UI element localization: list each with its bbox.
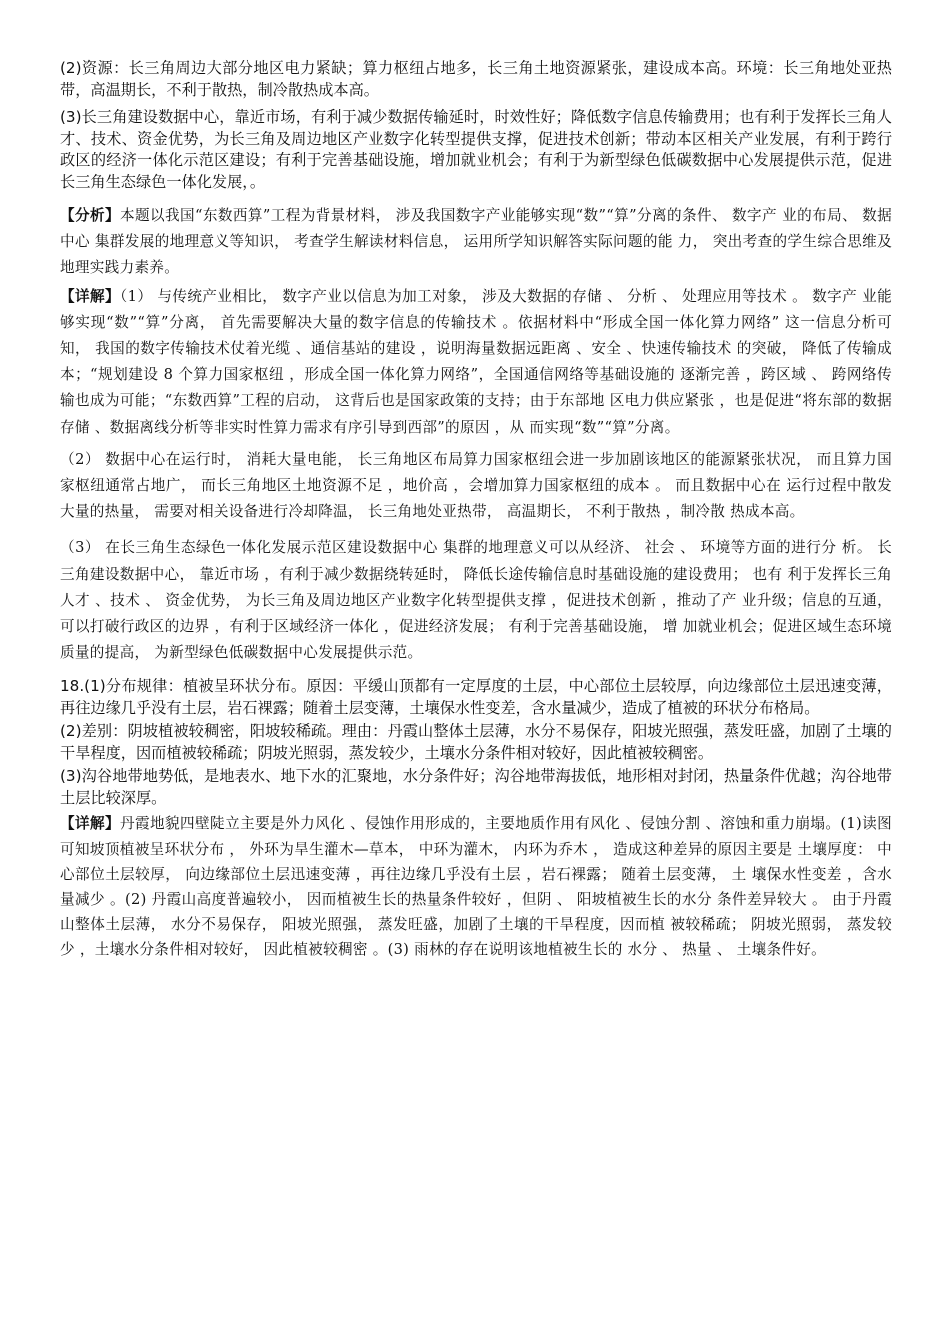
- section-label: 【分析】: [60, 207, 120, 224]
- document-page: [60, 58, 892, 963]
- answer-17-2: [60, 58, 892, 101]
- paragraph-text: (3)长三角建设数据中心，靠近市场，有利于减少数据传输延时，时效性好；降低数字信息传输费用；也有利于发挥长三角人才、技术、资金优势，为长三角及周边地区产业数字化转型提供支撑，促进技术创新；带动本区相关产业发展，有利于跨行政区的经济一体化示范区建设；有利于完善基础设施，增加就业机会；有利于为新型绿色低碳数据中心发展提供示范，促进长三角生态绿色一体化发展，。: [60, 108, 892, 191]
- explanation-section-2: [60, 811, 892, 962]
- answer-18-1: [60, 676, 892, 719]
- paragraph-text: (2)资源：长三角周边大部分地区电力紧缺；算力枢纽占地多，长三角土地资源紧张，建设成本高。环境：长三角地处亚热带，高温期长，不利于散热，制冷散热成本高。: [60, 59, 892, 99]
- explanation-part-3: [60, 535, 892, 666]
- paragraph-text: 丹霞地貌四壁陡立主要是外力风化 、侵蚀作用形成的，主要地质作用有风化 、侵蚀分割 、溶蚀和重力崩塌。(1)读图可知坡顶植被呈环状分布 ， 外环为旱生灌木—草本， 中环为灌木， 内环为乔木 ， 造成这种差异的原因主要是 土壤厚度： 中 心部位土层较厚， 向边缘部位土层迅速变薄 ，再往边缘几乎没有土层 ，岩石裸露； 随着土层变薄， 土 壤保水性变差 ，含水量减少 。(2) 丹霞山高度普遍较小， 因而植被生长的热量条件较好 ，但阴 、 阳坡植被生长的水分 条件差异较大 。 由于丹霞山整体土层薄， 水分不易保存， 阳坡光照强， 蒸发旺盛，加剧了土壤的干旱程度，因而植 被较稀疏； 阴坡光照弱， 蒸发较少 ，土壤水分条件相对较好， 因此植被较稠密 。(3) 雨林的存在说明该地植被生长的 水分 、 热量 、 土壤条件好。: [60, 815, 893, 959]
- paragraph-text: 18.(1)分布规律：植被呈环状分布。原因：平缓山顶都有一定厚度的土层，中心部位土层较厚，向边缘部位土层迅速变薄，再往边缘几乎没有土层，岩石裸露；随着土层变薄，土壤保水性变差，含水量减少，造成了植被的环状分布格局。: [60, 677, 892, 717]
- paragraph-text: （3） 在长三角生态绿色一体化发展示范区建设数据中心 集群的地理意义可以从经济、 社会 、 环境等方面的进行分 析。 长三角建设数据中心， 靠近市场 ，有利于减少数据绕转延时， 降低长途传输信息时基础设施的建设费用； 也有 利于发挥长三角人才 、技术 、 资金优势， 为长三角及周边地区产业数字化转型提供支撑 ，促进技术创新 ，推动了产 业升级；信息的互通， 可以打破行政区的边界 ，有利于区域经济一体化 ，促进经济发展； 有利于完善基础设施， 增 加就业机会；促进区域生态环境质量的提高， 为新型绿色低碳数据中心发展提供示范。: [60, 539, 892, 662]
- explanation-part-2: [60, 447, 892, 526]
- answer-18-3: [60, 766, 892, 809]
- paragraph-text: （1） 与传统产业相比， 数字产业以信息为加工对象， 涉及大数据的存储 、 分析 、 处理应用等技术 。 数字产 业能够实现“数”“算”分离， 首先需要解决大量的数字信息的传输技术 。依据材料中“形成全国一体化算力网络” 这一信息分析可知， 我国的数字传输技术仗着光缆 、通信基站的建设 ，说明海量数据远距离 、安全 、快速传输技术 的突破， 降低了传输成本；“规划建设 8 个算力国家枢纽 ，形成全国一体化算力网络”，全国通信网络等基础设施的 逐渐完善 ，跨区域 、 跨网络传输也成为可能；“东数西算”工程的启动， 这背后也是国家政策的支持；由于东部地 区电力供应紧张 ，也是促进“将东部的数据存储 、数据离线分析等非实时性算力需求有序引导到西部”的原因 ，从 而实现“数”“算”分离。: [60, 287, 892, 436]
- section-label: 【详解】: [60, 287, 120, 305]
- section-label: 【详解】: [60, 815, 121, 833]
- explanation-section-1: [60, 284, 892, 441]
- paragraph-text: (2)差别：阴坡植被较稠密，阳坡较稀疏。理由：丹霞山整体土层薄，水分不易保存，阳坡光照强，蒸发旺盛，加剧了土壤的干旱程度，因而植被较稀疏；阴坡光照弱，蒸发较少，土壤水分条件相对较好，因此植被较稠密。: [60, 722, 892, 762]
- paragraph-text: 本题以我国“东数西算”工程为背景材料， 涉及我国数字产业能够实现“数”“算”分离的条件、 数字产 业的布局、 数据中心 集群发展的地理意义等知识， 考查学生解读材料信息， 运用所学知识解答实际问题的能 力， 突出考查的学生综合思维及地理实践力素养。: [60, 207, 892, 277]
- paragraph-text: （2） 数据中心在运行时， 消耗大量电能， 长三角地区布局算力国家枢纽会进一步加剧该地区的能源紧张状况， 而且算力国家枢纽通常占地广， 而长三角地区土地资源不足 ，地价高 ，会增加算力国家枢纽的成本 。 而且数据中心在 运行过程中散发大量的热量， 需要对相关设备进行冷却降温， 长三角地处亚热带， 高温期长， 不利于散热 ，制冷散 热成本高。: [60, 450, 892, 521]
- answer-18-2: [60, 721, 892, 764]
- analysis-section: [60, 203, 892, 282]
- answer-17-3: [60, 107, 892, 193]
- paragraph-text: (3)沟谷地带地势低，是地表水、地下水的汇聚地，水分条件好；沟谷地带海拔低，地形相对封闭，热量条件优越；沟谷地带土层比较深厚。: [60, 767, 892, 807]
